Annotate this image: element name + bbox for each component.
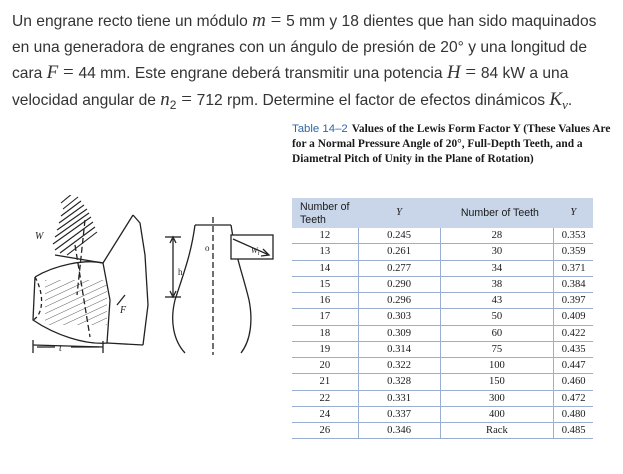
cell-y: 0.409 bbox=[554, 309, 593, 325]
cell-teeth: 17 bbox=[292, 309, 358, 325]
symbol-n: n bbox=[160, 88, 170, 110]
problem-text: Un engrane recto tiene un módulo bbox=[12, 13, 253, 30]
equals-sign: = bbox=[265, 10, 287, 31]
table-row bbox=[292, 423, 593, 439]
cell-teeth: 12 bbox=[292, 228, 358, 244]
gear-tooth-diagram bbox=[15, 195, 277, 370]
label-force: $W_t$ bbox=[251, 246, 260, 257]
table-body bbox=[292, 228, 593, 439]
equals-sign: = bbox=[176, 88, 197, 110]
cell-teeth: Rack bbox=[440, 423, 554, 439]
cell-teeth: 38 bbox=[440, 276, 554, 292]
cell-y: 0.485 bbox=[554, 423, 593, 439]
tooth-3d-view bbox=[33, 195, 148, 353]
cell-y: 0.384 bbox=[554, 276, 593, 292]
problem-text: 5 mm y 18 dientes que han sido maquinados en una generadora de engranes con un ángulo de presión de 20° y una longitud de cara bbox=[12, 13, 597, 82]
cell-teeth: 100 bbox=[440, 358, 554, 374]
cell-y: 0.447 bbox=[554, 358, 593, 374]
cell-y: 0.460 bbox=[554, 374, 593, 390]
cell-y: 0.397 bbox=[554, 293, 593, 309]
symbol-K: K bbox=[549, 88, 563, 110]
cell-y: 0.303 bbox=[358, 309, 440, 325]
cell-y: 0.472 bbox=[554, 390, 593, 406]
cell-teeth: 22 bbox=[292, 390, 358, 406]
label-o: o bbox=[205, 243, 210, 253]
cell-teeth: 75 bbox=[440, 341, 554, 357]
equals-sign: = bbox=[58, 62, 79, 83]
cell-teeth: 150 bbox=[440, 374, 554, 390]
table-row bbox=[292, 228, 593, 244]
table-number: Table 14–2 bbox=[292, 123, 348, 135]
table-row bbox=[292, 325, 593, 341]
cell-teeth: 60 bbox=[440, 325, 554, 341]
cell-y: 0.337 bbox=[358, 406, 440, 422]
cell-y: 0.261 bbox=[358, 244, 440, 260]
table-row bbox=[292, 293, 593, 309]
tooth-section-view bbox=[165, 217, 273, 355]
problem-text: 712 rpm. Determine el factor de efectos dinámicos bbox=[196, 91, 550, 109]
table-row bbox=[292, 244, 593, 260]
cell-y: 0.322 bbox=[358, 358, 440, 374]
cell-teeth: 20 bbox=[292, 358, 358, 374]
cell-teeth: 26 bbox=[292, 423, 358, 439]
cell-teeth: 30 bbox=[440, 244, 554, 260]
symbol-K-subscript: v bbox=[562, 96, 568, 112]
cell-y: 0.359 bbox=[554, 244, 593, 260]
cell-y: 0.422 bbox=[554, 325, 593, 341]
problem-statement bbox=[12, 8, 618, 118]
label-W: W bbox=[35, 231, 44, 242]
cell-y: 0.277 bbox=[358, 260, 440, 276]
label-F: F bbox=[120, 305, 127, 316]
cell-teeth: 50 bbox=[440, 309, 554, 325]
cell-teeth: 28 bbox=[440, 228, 554, 244]
cell-y: 0.290 bbox=[358, 276, 440, 292]
table-row bbox=[292, 309, 593, 325]
cell-y: 0.371 bbox=[554, 260, 593, 276]
cell-y: 0.480 bbox=[554, 406, 593, 422]
table-caption-text: Values of the Lewis Form Factor Y (These Values Are for a Normal Pressure Angle of 20°, Full-Depth Teeth, and a Diametral Pitch of Unity in the Plane of Rotation) bbox=[292, 123, 611, 166]
table-row bbox=[292, 390, 593, 406]
cell-teeth: 18 bbox=[292, 325, 358, 341]
cell-y: 0.331 bbox=[358, 390, 440, 406]
cell-y: 0.353 bbox=[554, 228, 593, 244]
column-header-teeth: Number of Teeth bbox=[440, 198, 554, 228]
equals-sign: = bbox=[460, 62, 481, 83]
problem-text: 44 mm. Este engrane deberá transmitir una potencia bbox=[78, 65, 447, 82]
cell-y: 0.435 bbox=[554, 341, 593, 357]
cell-y: 0.314 bbox=[358, 341, 440, 357]
cell-teeth: 16 bbox=[292, 293, 358, 309]
column-header-teeth: Number of Teeth bbox=[292, 198, 358, 228]
cell-y: 0.346 bbox=[358, 423, 440, 439]
table-row bbox=[292, 276, 593, 292]
table-caption bbox=[292, 122, 617, 168]
lewis-form-factor-table bbox=[292, 198, 593, 439]
table-row bbox=[292, 260, 593, 276]
cell-y: 0.296 bbox=[358, 293, 440, 309]
cell-teeth: 400 bbox=[440, 406, 554, 422]
label-t: t bbox=[59, 343, 62, 354]
cell-teeth: 300 bbox=[440, 390, 554, 406]
column-header-y: Y bbox=[554, 198, 593, 228]
cell-teeth: 14 bbox=[292, 260, 358, 276]
cell-teeth: 34 bbox=[440, 260, 554, 276]
cell-teeth: 19 bbox=[292, 341, 358, 357]
cell-y: 0.328 bbox=[358, 374, 440, 390]
cell-teeth: 24 bbox=[292, 406, 358, 422]
cell-teeth: 21 bbox=[292, 374, 358, 390]
cell-y: 0.309 bbox=[358, 325, 440, 341]
problem-text: . bbox=[567, 91, 573, 109]
symbol-F: F bbox=[46, 62, 59, 83]
cell-teeth: 13 bbox=[292, 244, 358, 260]
symbol-m: m bbox=[252, 10, 266, 31]
problem-text: 84 kW a una velocidad angular de bbox=[12, 65, 569, 109]
table-row bbox=[292, 406, 593, 422]
table-row bbox=[292, 341, 593, 357]
table-header-row bbox=[292, 198, 593, 228]
symbol-H: H bbox=[446, 62, 461, 83]
table-row bbox=[292, 374, 593, 390]
symbol-n-subscript: 2 bbox=[169, 97, 177, 112]
cell-teeth: 15 bbox=[292, 276, 358, 292]
cell-y: 0.245 bbox=[358, 228, 440, 244]
cell-teeth: 43 bbox=[440, 293, 554, 309]
column-header-y: Y bbox=[358, 198, 440, 228]
label-h: h bbox=[178, 267, 183, 277]
table-row bbox=[292, 358, 593, 374]
